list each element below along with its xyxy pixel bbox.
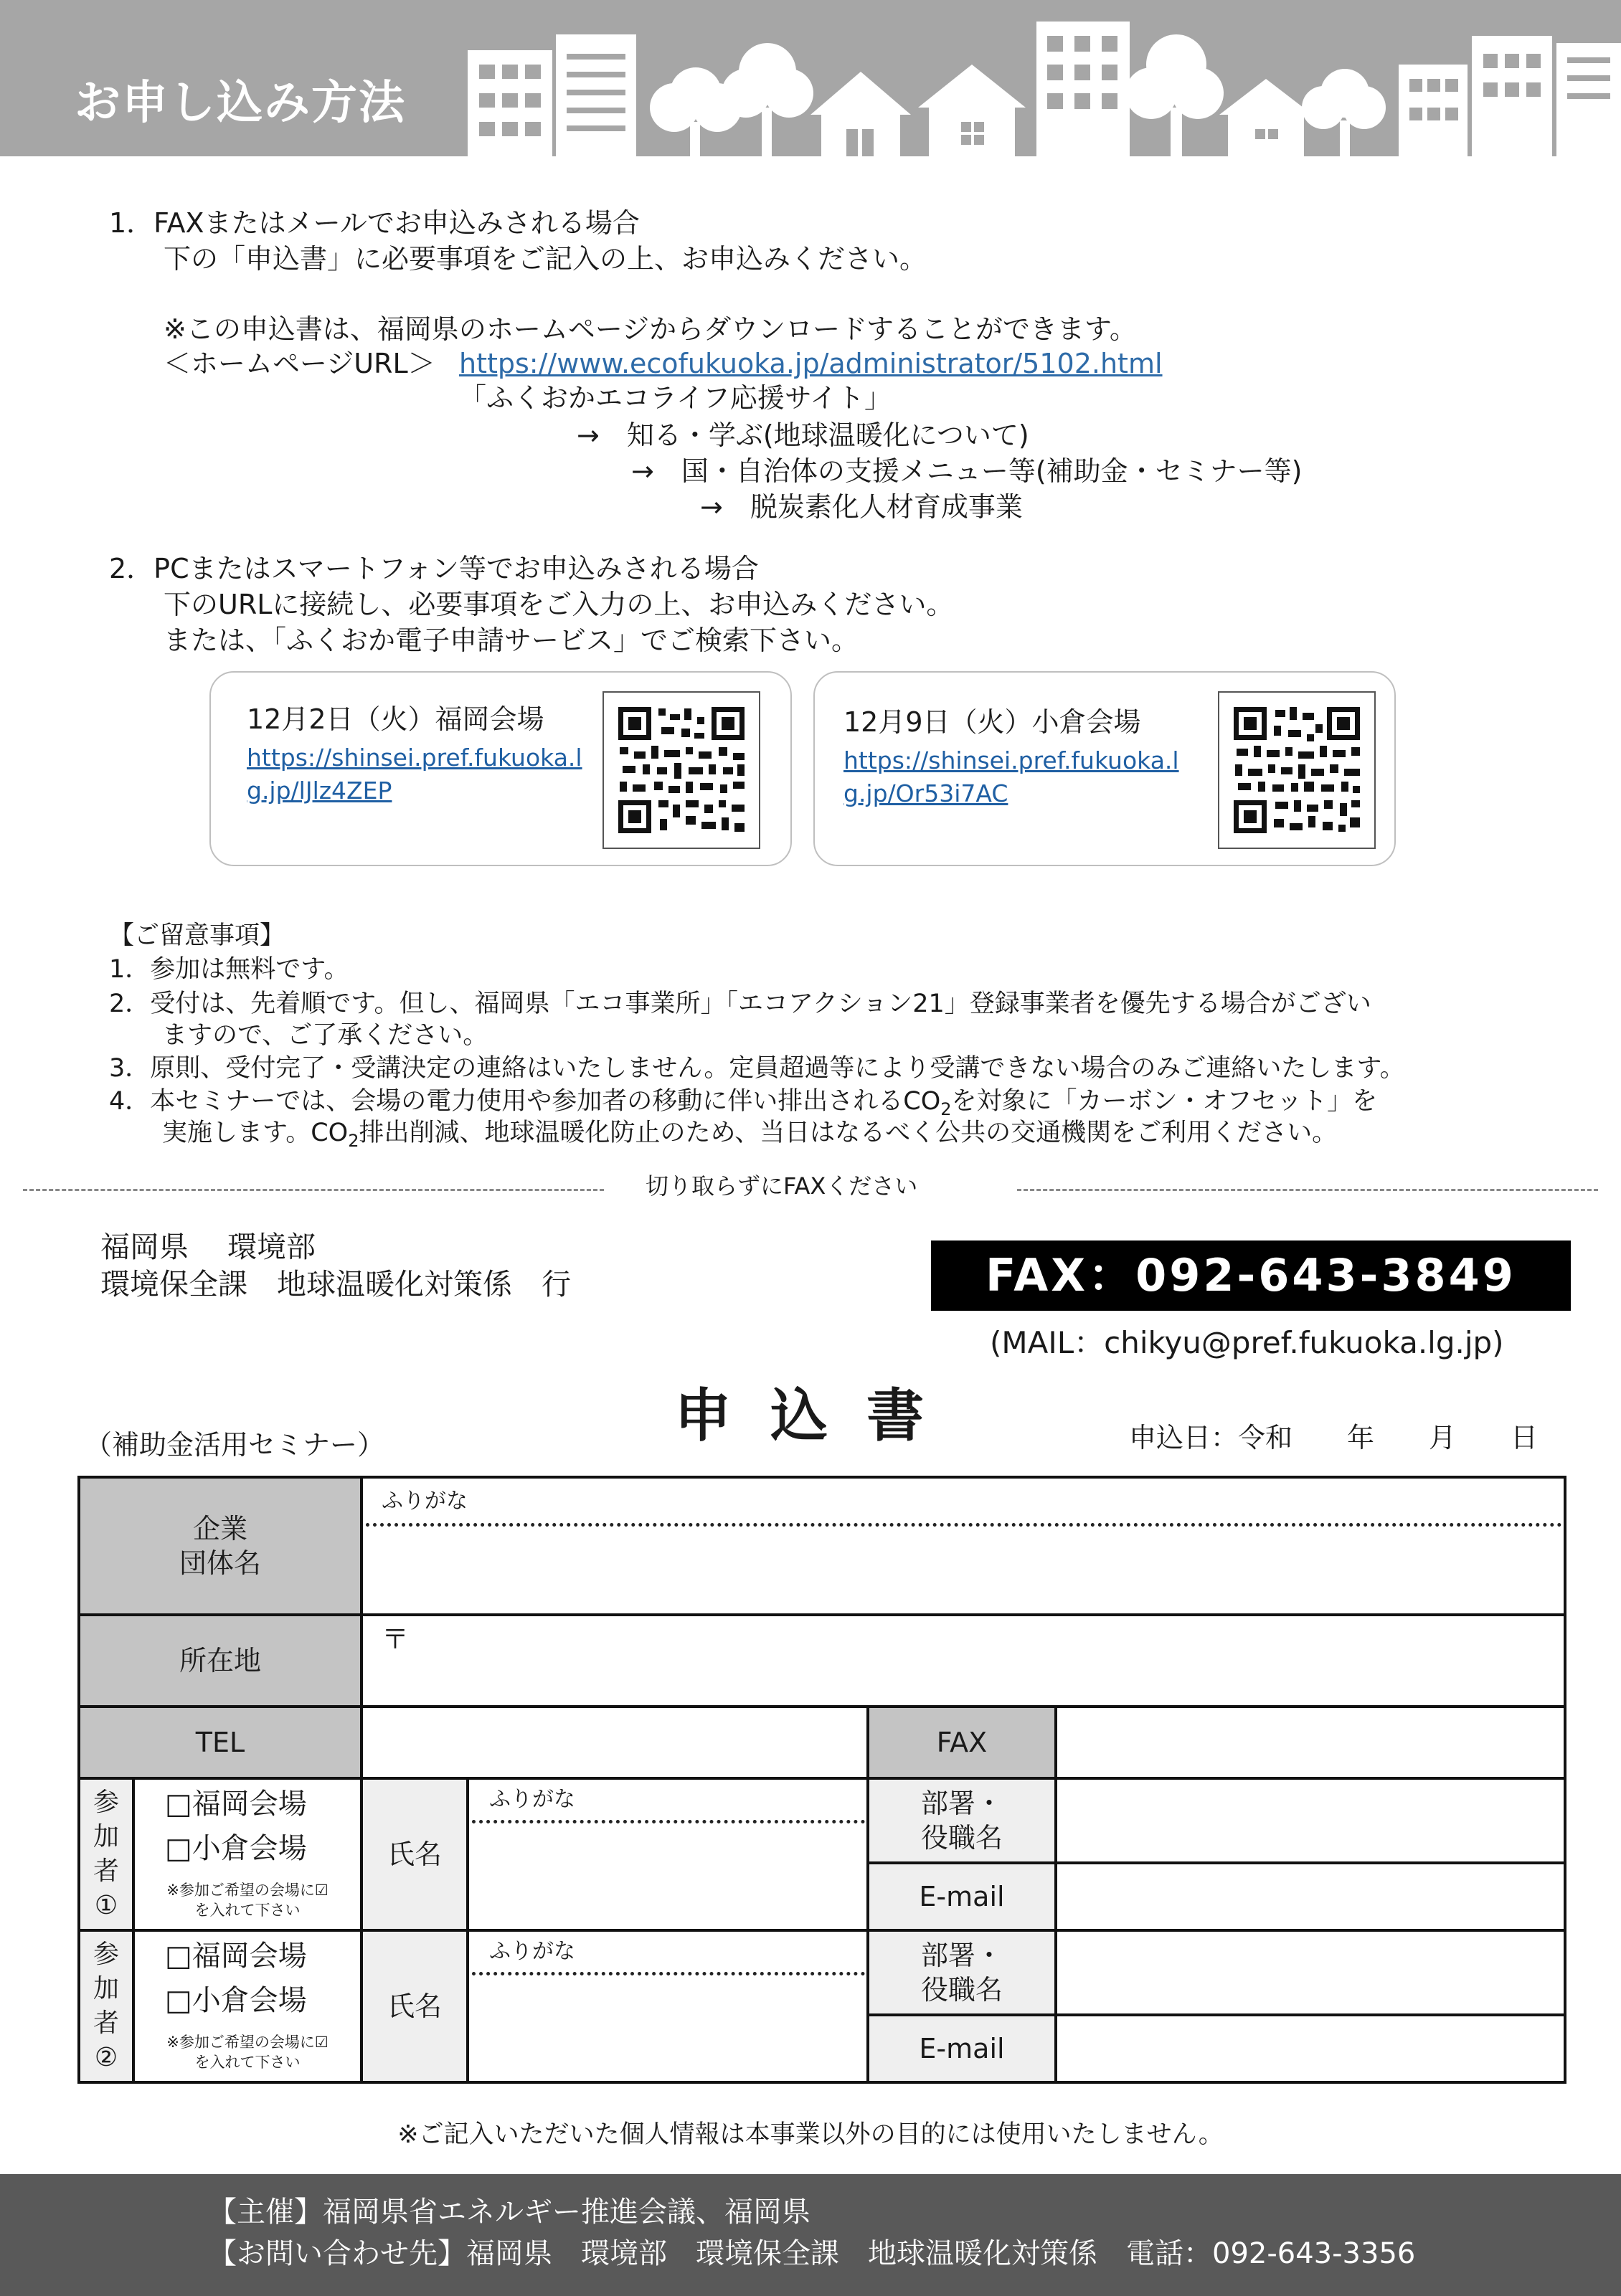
note-3: 3．原則、受付完了・受講決定の連絡はいたしません。定員超過等により受講できない場合のみご連絡いたします。 xyxy=(109,1054,1405,1083)
participant-2-label: 参 加 者 ② xyxy=(77,1929,135,2084)
fax-label: FAX xyxy=(866,1705,1057,1780)
contact: 【お問い合わせ先】福岡県 環境部 環境保全課 地球温暖化対策係 電話：092-643-3356 xyxy=(208,2237,1416,2270)
application-date: 申込日：令和 年 月 日 xyxy=(1129,1422,1539,1453)
privacy-notice: ※ご記入いただいた個人情報は本事業以外の目的には使用いたしません。 xyxy=(397,2120,1224,2149)
participant-2-dept-field[interactable] xyxy=(1054,1929,1566,2016)
furigana-divider xyxy=(366,1523,1562,1527)
name-label: 氏名 xyxy=(360,1777,469,1932)
cut-line-label: 切り取らずにFAXください xyxy=(646,1172,918,1200)
furigana-divider xyxy=(472,1972,865,1975)
header-banner xyxy=(0,0,1621,156)
venue-checkbox-kokura[interactable]: □小倉会場 xyxy=(165,1984,307,2017)
footer xyxy=(0,2174,1621,2296)
url-label: ＜ホームページURL＞ xyxy=(164,348,435,379)
email-label: E-mail xyxy=(866,1861,1057,1932)
note-4a: 4．本セミナーでは、会場の電力使用や参加者の移動に伴い排出される$CO_2$を対象に「カーボン・オフセット」を xyxy=(109,1087,1378,1119)
dept-label: 部署・ 役職名 xyxy=(866,1777,1057,1864)
nav-path-2: → 国・自治体の支援メニュー等(補助金・セミナー等) xyxy=(631,455,1303,487)
venue-checkbox-fukuoka[interactable]: □福岡会場 xyxy=(165,1940,307,1973)
address-label: 所在地 xyxy=(77,1613,363,1708)
venue-url-line2[interactable]: g.jp/lJlz4ZEP xyxy=(247,777,392,805)
qr-code-icon xyxy=(604,693,759,848)
download-note: ※この申込書は、福岡県のホームページからダウンロードすることができます。 xyxy=(164,313,1137,345)
town-skyline-illustration xyxy=(459,14,1621,156)
venue-url-line1[interactable]: https://shinsei.pref.fukuoka.l xyxy=(843,746,1179,774)
method2-line1: 下のURLに接続し、必要事項をご入力の上、お申込みください。 xyxy=(164,589,954,620)
address-field[interactable] xyxy=(360,1613,1566,1708)
site-name: 「ふくおかエコライフ応援サイト」 xyxy=(459,382,892,414)
participant-1-email-field[interactable] xyxy=(1054,1861,1566,1932)
note-4b: 実施します。$CO_2$排出削減、地球温暖化防止のため、当日はなるべく公共の交通機関をご利用ください。 xyxy=(162,1119,1338,1151)
company-label: 企業 団体名 xyxy=(77,1476,363,1616)
participant-2-venue xyxy=(132,1929,363,2084)
company-field[interactable] xyxy=(360,1476,1566,1616)
form-title: 申込書 xyxy=(674,1382,963,1449)
qr-code-fukuoka[interactable] xyxy=(602,691,760,849)
furigana-divider xyxy=(472,1820,865,1823)
tel-field[interactable] xyxy=(360,1705,869,1780)
name-label: 氏名 xyxy=(360,1929,469,2084)
postal-mark: 〒 xyxy=(382,1623,410,1655)
method2-heading: 2．PCまたはスマートフォン等でお申込みされる場合 xyxy=(109,553,759,584)
venue-note: ※参加ご希望の会場に☑ を入れて下さい xyxy=(166,2034,329,2071)
note-2a: 2．受付は、先着順です。但し、福岡県「エコ事業所」「エコアクション21」登録事業者を優先する場合がござい xyxy=(109,990,1371,1018)
cut-line-right xyxy=(1017,1189,1598,1191)
method1-line1: 下の「申込書」に必要事項をご記入の上、お申込みください。 xyxy=(164,243,927,275)
qr-code-kokura[interactable] xyxy=(1218,691,1376,849)
form-subtitle: （補助金活用セミナー） xyxy=(85,1429,385,1461)
note-1: 1．参加は無料です。 xyxy=(109,955,349,984)
cut-line-left xyxy=(23,1189,604,1191)
participant-2-email-field[interactable] xyxy=(1054,2013,1566,2084)
nav-path-1: → 知る・学ぶ(地球温暖化について) xyxy=(577,419,1029,451)
participant-2-name-field[interactable] xyxy=(466,1929,869,2084)
fax-field[interactable] xyxy=(1054,1705,1566,1780)
participant-1-venue xyxy=(132,1777,363,1932)
venue-card-kokura xyxy=(813,671,1396,866)
participant-1-label: 参 加 者 ① xyxy=(77,1777,135,1932)
mail-address: (MAIL：chikyu@pref.fukuoka.lg.jp) xyxy=(990,1325,1504,1360)
nav-path-3: → 脱炭素化人材育成事業 xyxy=(700,491,1023,523)
participant-1-name-field[interactable] xyxy=(466,1777,869,1932)
furigana-label: ふりがな xyxy=(382,1489,468,1514)
qr-code-icon xyxy=(1219,693,1374,848)
email-label: E-mail xyxy=(866,2013,1057,2084)
venue-checkbox-fukuoka[interactable]: □福岡会場 xyxy=(165,1788,307,1821)
dept-label: 部署・ 役職名 xyxy=(866,1929,1057,2016)
tel-label: TEL xyxy=(77,1705,363,1780)
fax-number-banner: FAX：092-643-3849 xyxy=(931,1240,1571,1311)
participant-1-dept-field[interactable] xyxy=(1054,1777,1566,1864)
venue-url-line1[interactable]: https://shinsei.pref.fukuoka.l xyxy=(247,744,582,772)
page-title: お申し込み方法 xyxy=(75,77,406,130)
venue-title: 12月9日（火）小倉会場 xyxy=(843,706,1141,738)
venue-card-fukuoka xyxy=(209,671,792,866)
venue-title: 12月2日（火）福岡会場 xyxy=(247,703,544,735)
organizer: 【主催】福岡県省エネルギー推進会議、福岡県 xyxy=(208,2196,810,2229)
furigana-label: ふりがな xyxy=(489,1939,575,1964)
venue-checkbox-kokura[interactable]: □小倉会場 xyxy=(165,1832,307,1865)
recipient-line2: 環境保全課 地球温暖化対策係 行 xyxy=(100,1267,571,1301)
note-2b: ますので、ご了承ください。 xyxy=(162,1021,488,1050)
recipient-line1: 福岡県 環境部 xyxy=(100,1230,316,1264)
homepage-url-link[interactable]: https://www.ecofukuoka.jp/administrator/5102.html xyxy=(459,348,1163,379)
notes-heading: 【ご留意事項】 xyxy=(109,921,285,950)
method2-line2: または、「ふくおか電子申請サービス」でご検索下さい。 xyxy=(164,625,859,656)
venue-url-line2[interactable]: g.jp/Or53i7AC xyxy=(843,779,1008,807)
venue-note: ※参加ご希望の会場に☑ を入れて下さい xyxy=(166,1882,329,1919)
furigana-label: ふりがな xyxy=(489,1787,575,1812)
method1-heading: 1．FAXまたはメールでお申込みされる場合 xyxy=(109,207,640,239)
